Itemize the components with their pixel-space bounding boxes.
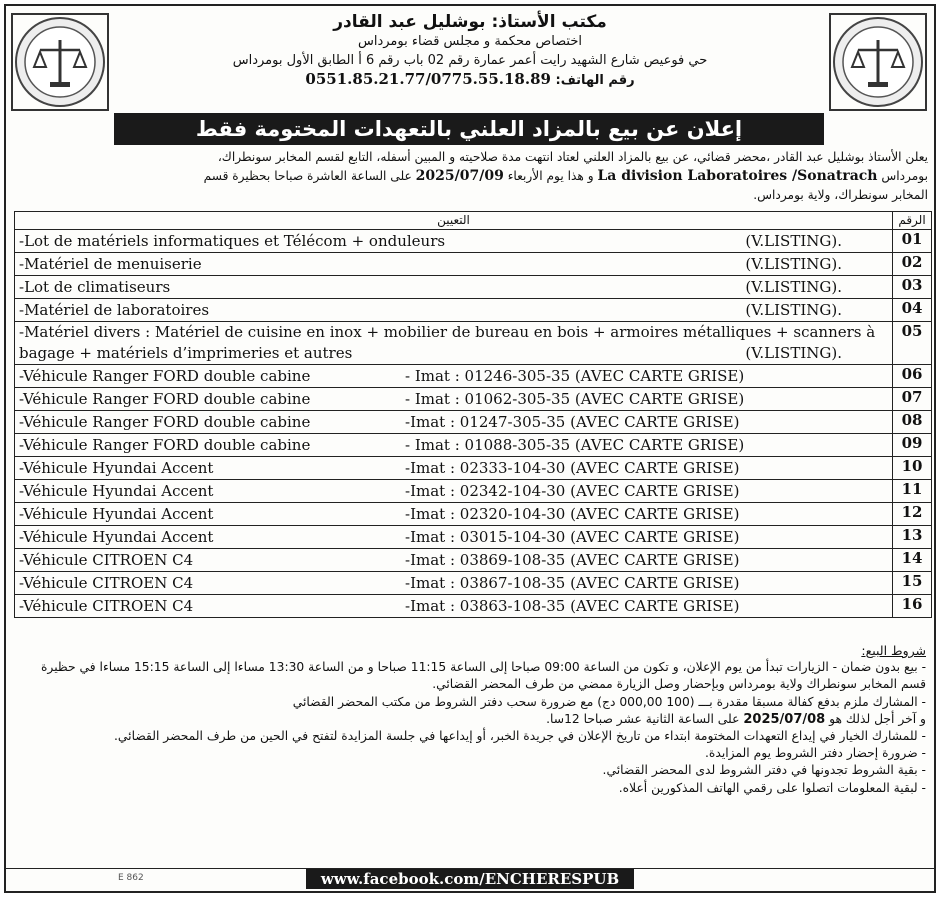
lot-description bbox=[15, 457, 893, 480]
lot-description bbox=[15, 572, 893, 595]
lot-item: -Matériel divers : Matériel de cuisine en inox + mobilier de bureau en bois + armoires métalliques + scanners à bagage + matériels d’imprimeries et autres bbox=[19, 323, 876, 362]
lot-item: -Véhicule CITROEN C4 bbox=[19, 551, 194, 569]
lot-registration: -Imat : 03867-108-35 (AVEC CARTE GRISE) bbox=[405, 574, 740, 592]
lot-item: -Véhicule Hyundai Accent bbox=[19, 505, 214, 523]
lot-number: 05 bbox=[893, 322, 932, 365]
phone-numbers: 0551.85.21.77/0775.55.18.89 bbox=[305, 70, 551, 88]
lot-number: 03 bbox=[893, 276, 932, 299]
lot-registration: -Imat : 02333-104-30 (AVEC CARTE GRISE) bbox=[405, 459, 740, 477]
table-row bbox=[15, 253, 932, 276]
lot-item: -Véhicule Hyundai Accent bbox=[19, 459, 214, 477]
table-row bbox=[15, 411, 932, 434]
condition-remaining: - بقية الشروط تجدونها في دفتر الشروط لدى المحضر القضائي. bbox=[602, 763, 926, 778]
office-competence: اختصاص محكمة و مجلس قضاء بومرداس bbox=[357, 34, 582, 49]
table-row bbox=[15, 276, 932, 299]
lot-number: 09 bbox=[893, 434, 932, 457]
lot-description bbox=[15, 388, 893, 411]
lot-registration: -Imat : 01247-305-35 (AVEC CARTE GRISE) bbox=[405, 413, 740, 431]
condition-visits: - بيع بدون ضمان - الزيارات تبدأ من يوم الإعلان، و تكون من الساعة 09:00 صباحا إلى الساعة 11:15 صباحا و من الساعة 13:30 مساءا إلى الساعة 15:15 مساءا في حظيرة قسم المخابر سونطراك ولاية بومرداس وبإحضار وصل الزيارة ممضي من طرف المحضر القضائي. bbox=[40, 660, 926, 692]
lot-description bbox=[15, 549, 893, 572]
lot-registration: - Imat : 01062-305-35 (AVEC CARTE GRISE) bbox=[405, 390, 745, 408]
lot-item: -Véhicule Ranger FORD double cabine bbox=[19, 436, 311, 454]
lot-item: -Véhicule CITROEN C4 bbox=[19, 597, 194, 615]
lot-number: 08 bbox=[893, 411, 932, 434]
lot-number: 06 bbox=[893, 365, 932, 388]
conditions-heading: شروط البيع: bbox=[861, 643, 926, 658]
court-seal-emblem-icon bbox=[10, 12, 110, 112]
lot-item: -Lot de matériels informatiques et Télécom + onduleurs bbox=[19, 232, 446, 250]
table-row bbox=[15, 365, 932, 388]
lot-registration: -Imat : 03863-108-35 (AVEC CARTE GRISE) bbox=[405, 597, 740, 615]
lots-table bbox=[14, 211, 932, 618]
table-row bbox=[15, 526, 932, 549]
announcement-page bbox=[4, 4, 936, 893]
lot-listing-ref: (V.LISTING). bbox=[745, 232, 842, 250]
table-row bbox=[15, 503, 932, 526]
lot-item: -Véhicule CITROEN C4 bbox=[19, 574, 194, 592]
lot-number: 14 bbox=[893, 549, 932, 572]
phone-label: رقم الهاتف: bbox=[555, 73, 635, 88]
office-title: مكتب الأستاذ: بوشليل عبد القادر bbox=[333, 12, 607, 32]
condition-contact: - لبقية المعلومات اتصلوا على رقمي الهاتف المذكورين أعلاه. bbox=[618, 780, 926, 795]
sale-date: 2025/07/09 bbox=[415, 168, 504, 184]
table-row bbox=[15, 572, 932, 595]
condition-deposit: - المشارك ملزم بدفع كفالة مسبقا مقدرة بـــ (100 000,00 دج) مع ضرورة سحب دفتر الشروط من مكتب المحضر القضائي bbox=[292, 694, 926, 709]
lot-item: -Véhicule Hyundai Accent bbox=[19, 528, 214, 546]
table-header-row bbox=[15, 212, 932, 230]
lots-table-body bbox=[15, 230, 932, 618]
office-header bbox=[126, 12, 814, 90]
footer-reference: E 862 bbox=[118, 873, 144, 883]
lot-listing-ref: (V.LISTING). bbox=[745, 301, 842, 319]
condition-bring-spec: - ضرورة إحضار دفتر الشروط يوم المزايدة. bbox=[705, 746, 926, 761]
col-desc-header: التعيين bbox=[15, 212, 893, 230]
footer bbox=[6, 868, 934, 891]
announcement-banner: إعلان عن بيع بالمزاد العلني بالتعهدات المختومة فقط bbox=[114, 113, 824, 145]
table-row bbox=[15, 549, 932, 572]
lot-description bbox=[15, 230, 893, 253]
condition-sealed-bids: - للمشارك الخيار في إيداع التعهدات المختومة ابتداء من تاريخ الإعلان في جريدة الخبر، أو إيداعها في جلسة المزايدة لتفتح في الحين من طرف المحضر القضائي. bbox=[114, 729, 926, 744]
facebook-url[interactable]: www.facebook.com/ENCHERESPUB bbox=[306, 869, 634, 889]
lot-number: 13 bbox=[893, 526, 932, 549]
lot-description bbox=[15, 595, 893, 618]
lot-registration: -Imat : 02320-104-30 (AVEC CARTE GRISE) bbox=[405, 505, 740, 523]
office-address: حي فوعيص شارع الشهيد رايت أعمر عمارة رقم 02 باب رقم 6 أ الطابق الأول بومرداس bbox=[232, 53, 708, 68]
lot-item: -Véhicule Hyundai Accent bbox=[19, 482, 214, 500]
intro-line-1: يعلن الأستاذ بوشليل عبد القادر ،محضر قضائي، عن بيع بالمزاد العلني لعتاد انتهت مدة صلاحيته و المبين أسفله، التابع لقسم المخابر سونطراك، bbox=[217, 150, 928, 164]
table-row bbox=[15, 299, 932, 322]
table-row bbox=[15, 230, 932, 253]
lot-number: 11 bbox=[893, 480, 932, 503]
table-row bbox=[15, 595, 932, 618]
lot-description bbox=[15, 411, 893, 434]
lot-item: -Matériel de laboratoires bbox=[19, 301, 210, 319]
lot-registration: -Imat : 03869-108-35 (AVEC CARTE GRISE) bbox=[405, 551, 740, 569]
lot-listing-ref: (V.LISTING). bbox=[745, 255, 842, 273]
table-row bbox=[15, 388, 932, 411]
intro-line-2: بومرداس La division Laboratoires /Sonatrach و هذا يوم الأربعاء 2025/07/09 على الساعة العاشرة صباحا بحظيرة قسم bbox=[203, 168, 928, 184]
lot-item: -Véhicule Ranger FORD double cabine bbox=[19, 413, 311, 431]
table-row bbox=[15, 457, 932, 480]
condition-deadline: و آخر أجل لذلك هو 2025/07/08 على الساعة الثانية عشر صباحا 12سا. bbox=[546, 711, 926, 727]
lot-registration: - Imat : 01088-305-35 (AVEC CARTE GRISE) bbox=[405, 436, 745, 454]
lot-number: 12 bbox=[893, 503, 932, 526]
lot-listing-ref: (V.LISTING). bbox=[745, 344, 842, 362]
lot-description bbox=[15, 322, 893, 365]
intro-line-3: المخابر سونطراك، ولاية بومرداس. bbox=[753, 188, 928, 202]
lot-listing-ref: (V.LISTING). bbox=[745, 278, 842, 296]
lot-description bbox=[15, 299, 893, 322]
sale-conditions bbox=[14, 642, 926, 797]
office-phone-line bbox=[126, 70, 814, 90]
table-row bbox=[15, 480, 932, 503]
lot-registration: - Imat : 01246-305-35 (AVEC CARTE GRISE) bbox=[405, 367, 745, 385]
intro-paragraph bbox=[12, 148, 928, 205]
lot-item: -Véhicule Ranger FORD double cabine bbox=[19, 367, 311, 385]
lot-number: 02 bbox=[893, 253, 932, 276]
lot-item: -Véhicule Ranger FORD double cabine bbox=[19, 390, 311, 408]
lot-number: 04 bbox=[893, 299, 932, 322]
table-row bbox=[15, 434, 932, 457]
table-row bbox=[15, 322, 932, 365]
lot-description bbox=[15, 480, 893, 503]
lot-number: 15 bbox=[893, 572, 932, 595]
lot-description bbox=[15, 253, 893, 276]
lot-item: -Lot de climatiseurs bbox=[19, 278, 171, 296]
lot-number: 10 bbox=[893, 457, 932, 480]
lot-item: -Matériel de menuiserie bbox=[19, 255, 202, 273]
lot-registration: -Imat : 02342-104-30 (AVEC CARTE GRISE) bbox=[405, 482, 740, 500]
lot-number: 01 bbox=[893, 230, 932, 253]
lot-description bbox=[15, 276, 893, 299]
lot-description bbox=[15, 365, 893, 388]
lot-description bbox=[15, 526, 893, 549]
court-seal-emblem-icon bbox=[828, 12, 928, 112]
lot-registration: -Imat : 03015-104-30 (AVEC CARTE GRISE) bbox=[405, 528, 740, 546]
lot-number: 07 bbox=[893, 388, 932, 411]
lot-description bbox=[15, 503, 893, 526]
division-name: La division Laboratoires /Sonatrach bbox=[597, 168, 878, 184]
lot-number: 16 bbox=[893, 595, 932, 618]
lot-description bbox=[15, 434, 893, 457]
deadline-date: 2025/07/08 bbox=[743, 711, 826, 727]
col-num-header: الرقم bbox=[893, 212, 932, 230]
